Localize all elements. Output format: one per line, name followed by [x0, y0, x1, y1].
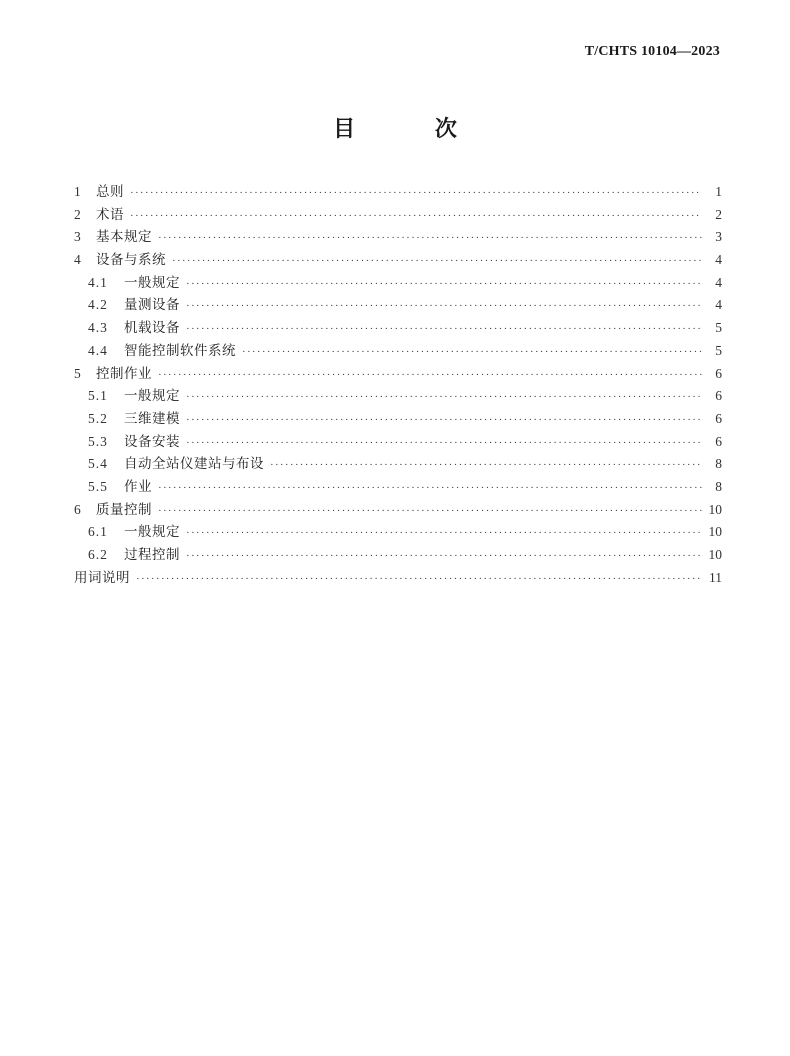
- toc-entry-label: 量测设备: [124, 297, 180, 314]
- toc-entry-page-number: 4: [715, 297, 722, 313]
- toc-entry[interactable]: [74, 317, 722, 340]
- toc-entry-label: 三维建模: [124, 410, 180, 427]
- toc-entry-number: 5.4: [88, 456, 108, 472]
- toc-entry-number: 4.2: [88, 297, 108, 313]
- toc-entry[interactable]: [74, 249, 722, 272]
- toc-entry-number: 4.1: [88, 274, 108, 290]
- toc-entry-label: 控制作业: [96, 365, 152, 382]
- toc-entry-number: 1: [74, 184, 81, 199]
- toc-dot-leader: [130, 205, 702, 228]
- toc-dot-leader: [186, 545, 702, 568]
- toc-dot-leader: [186, 386, 702, 409]
- toc-entry[interactable]: [74, 453, 722, 476]
- toc-entry[interactable]: [74, 431, 722, 454]
- toc-entry-page-number: 5: [715, 320, 722, 336]
- toc-entry-label: 过程控制: [124, 547, 180, 563]
- toc-entry-page-number: 10: [708, 524, 722, 540]
- toc-entry-number: 2: [74, 206, 81, 222]
- toc-entry-page-number: 10: [708, 547, 722, 562]
- toc-entry[interactable]: [74, 272, 722, 295]
- toc-entry-label: 一般规定: [124, 388, 180, 405]
- toc-entry-number: 5.3: [88, 433, 108, 449]
- toc-entry-page-number: 11: [709, 569, 722, 585]
- toc-entry[interactable]: [74, 204, 722, 227]
- toc-entry-number: 4: [74, 252, 81, 268]
- toc-dot-leader: [172, 250, 702, 273]
- toc-entry-page-number: 8: [715, 478, 722, 494]
- toc-entry-number: 6.2: [88, 547, 108, 562]
- toc-entry-number: 5.5: [88, 478, 108, 494]
- toc-entry-number: 4.4: [88, 342, 108, 358]
- toc-entry-label: 设备与系统: [96, 252, 166, 269]
- toc-entry-page-number: 5: [715, 342, 722, 358]
- toc-dot-leader: [186, 409, 702, 432]
- toc-entry-label: 机载设备: [124, 320, 180, 337]
- toc-entry-page-number: 6: [715, 433, 722, 449]
- toc-entry-page-number: 4: [715, 274, 722, 290]
- toc-entry[interactable]: [74, 226, 722, 249]
- toc-entry[interactable]: [74, 385, 722, 408]
- toc-dot-leader: [186, 295, 702, 318]
- toc-entry-label: 自动全站仪建站与布设: [124, 456, 264, 473]
- toc-dot-leader: [270, 454, 702, 477]
- toc-entry-page-number: 1: [715, 184, 722, 199]
- toc-entry[interactable]: [74, 181, 722, 204]
- toc-entry[interactable]: [74, 408, 722, 431]
- toc-title: 目 次: [333, 117, 493, 142]
- toc-entry-page-number: 3: [715, 229, 722, 245]
- table-of-contents: [74, 181, 722, 589]
- toc-entry-page-number: 2: [715, 206, 722, 222]
- toc-entry-label: 设备安装: [124, 433, 180, 450]
- toc-entry-number: 3: [74, 229, 81, 245]
- toc-entry-label: 一般规定: [124, 524, 180, 541]
- toc-dot-leader: [186, 432, 702, 455]
- toc-entry-label: 术语: [96, 206, 124, 223]
- toc-dot-leader: [158, 227, 702, 250]
- toc-entry-page-number: 6: [715, 410, 722, 426]
- toc-entry-number: 6: [74, 501, 81, 517]
- toc-dot-leader: [242, 341, 702, 364]
- toc-entry-label: 智能控制软件系统: [124, 342, 236, 359]
- toc-entry[interactable]: [74, 363, 722, 386]
- toc-dot-leader: [158, 500, 702, 523]
- toc-entry-label: 总则: [96, 184, 124, 200]
- toc-entry-page-number: 10: [708, 501, 722, 517]
- toc-entry-number: 5: [74, 365, 81, 381]
- toc-entry[interactable]: [74, 294, 722, 317]
- toc-entry-label: 基本规定: [96, 229, 152, 246]
- document-code: T/CHTS 10104—2023: [584, 44, 720, 59]
- toc-dot-leader: [186, 318, 702, 341]
- toc-entry-label: 作业: [124, 478, 152, 495]
- toc-entry[interactable]: [74, 340, 722, 363]
- toc-entry-page-number: 4: [715, 252, 722, 268]
- toc-entry-label: 用词说明: [74, 569, 130, 586]
- toc-entry-page-number: 8: [715, 456, 722, 472]
- toc-dot-leader: [136, 568, 702, 591]
- toc-entry[interactable]: [74, 567, 722, 590]
- toc-entry-label: 一般规定: [124, 274, 180, 291]
- toc-entry[interactable]: [74, 544, 722, 567]
- toc-dot-leader: [158, 477, 702, 500]
- toc-entry-number: 4.3: [88, 320, 108, 336]
- toc-entry-label: 质量控制: [96, 501, 152, 518]
- toc-entry[interactable]: [74, 499, 722, 522]
- toc-entry[interactable]: [74, 521, 722, 544]
- toc-entry-page-number: 6: [715, 388, 722, 404]
- toc-entry-number: 5.2: [88, 410, 108, 426]
- toc-entry[interactable]: [74, 476, 722, 499]
- toc-dot-leader: [186, 273, 702, 296]
- toc-dot-leader: [186, 522, 702, 545]
- toc-entry-number: 5.1: [88, 388, 108, 404]
- toc-entry-number: 6.1: [88, 524, 108, 540]
- toc-dot-leader: [158, 364, 702, 387]
- toc-entry-page-number: 6: [715, 365, 722, 381]
- toc-dot-leader: [130, 182, 702, 205]
